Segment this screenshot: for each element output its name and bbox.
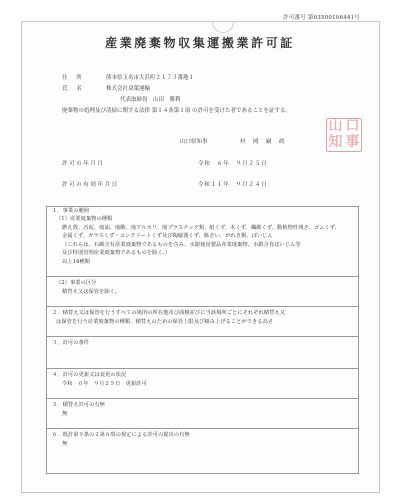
transfer-permit-value: 無 [62,411,68,417]
divider [46,368,359,369]
waste-types-line: 及び特別管理産業廃棄物であるものを除く。） [62,250,171,256]
issuer-name: 村 岡 嗣 政 [240,139,286,145]
seal-char: 山 [328,118,343,134]
divider [46,276,359,277]
renewal-title: ４．許可の更新又は変更の状況 [52,372,127,378]
name-label: 氏 名 [62,86,84,92]
scope-title: １．事業の範囲 [52,208,90,214]
issuer-office: 山口県知事 [180,139,208,145]
seal-char: 知 [328,134,343,150]
waste-types-line: 金属くず、ガラスくず・コンクリートくず及び陶磁器くず、鉱さい、がれき類、ばいじん [62,233,273,239]
waste-types-line: 燃え殻、汚泥、廃油、廃酸、廃アルカリ、廃プラスチック類、紙くず、木くず、繊維くず、動植物性残さ、ゴムくず、 [62,225,340,231]
certification-statement: 廃棄物の処理及び清掃に関する法律 第１４条第１項 の許可を受けた者であることを証する。 [62,108,291,114]
expiry-date-value: 令和１１年 ９月２４日 [198,182,268,188]
waste-types-count: 以上14種類 [62,259,90,265]
seal-char: 事 [345,134,360,150]
divider [46,306,359,307]
seal-char: 口 [345,118,360,134]
representative: 代表取締役 山田 勝利 [120,97,181,103]
official-seal [326,118,362,152]
submission-title: ６．既許第９条の２第６項の規定による許可の提出の有無 [52,432,190,438]
transfer-storage-title: ２．積替え又は保管を行うすべての場所の所在地及び面積並びに当該場所ごとにそれぞれ積替え又 [52,310,285,316]
permit-date-value: 令和 ６年 ９月２５日 [198,161,268,167]
conditions-title: ３．許可の条件 [52,340,90,346]
permit-date-label: 許可の年月日 [62,161,105,167]
divider [46,336,359,337]
permit-number: 許可番号 第03500106441号 [283,15,360,21]
divider [46,428,359,429]
top-seal-mark [212,22,234,33]
business-category-title: （2）事業の区分 [56,280,97,286]
renewal-value: 令和 ６年 ９月２５日 更新許可 [62,381,147,387]
waste-types-subtitle: （1）産業廃棄物の種類 [56,216,113,222]
page-title: 産業廃棄物収集運搬業許可証 [105,36,295,50]
name-value: 株式会社双葉運輸 [106,86,151,92]
expiry-date-label: 許可の有効年月日 [62,182,119,188]
waste-types-line: （これらは、石綿含有産業廃棄物であるものを含み、水銀使用製品産業廃棄物、水銀含有ばいじん等 [62,242,301,248]
submission-value: 無 [62,441,68,447]
address-label: 住 所 [62,75,84,81]
transfer-storage-line: は保管を行う産業廃棄物の種類、積替えのための保管上限及び積み上げることができる高さ [56,319,274,325]
transfer-permit-title: ５．積替え許可の有無 [52,402,105,408]
business-category-value: 積替え又は保管を除く。 [62,289,121,295]
address-value: 熊本県玉名市大浜町２１７３番地１ [106,75,195,81]
divider [46,398,359,399]
